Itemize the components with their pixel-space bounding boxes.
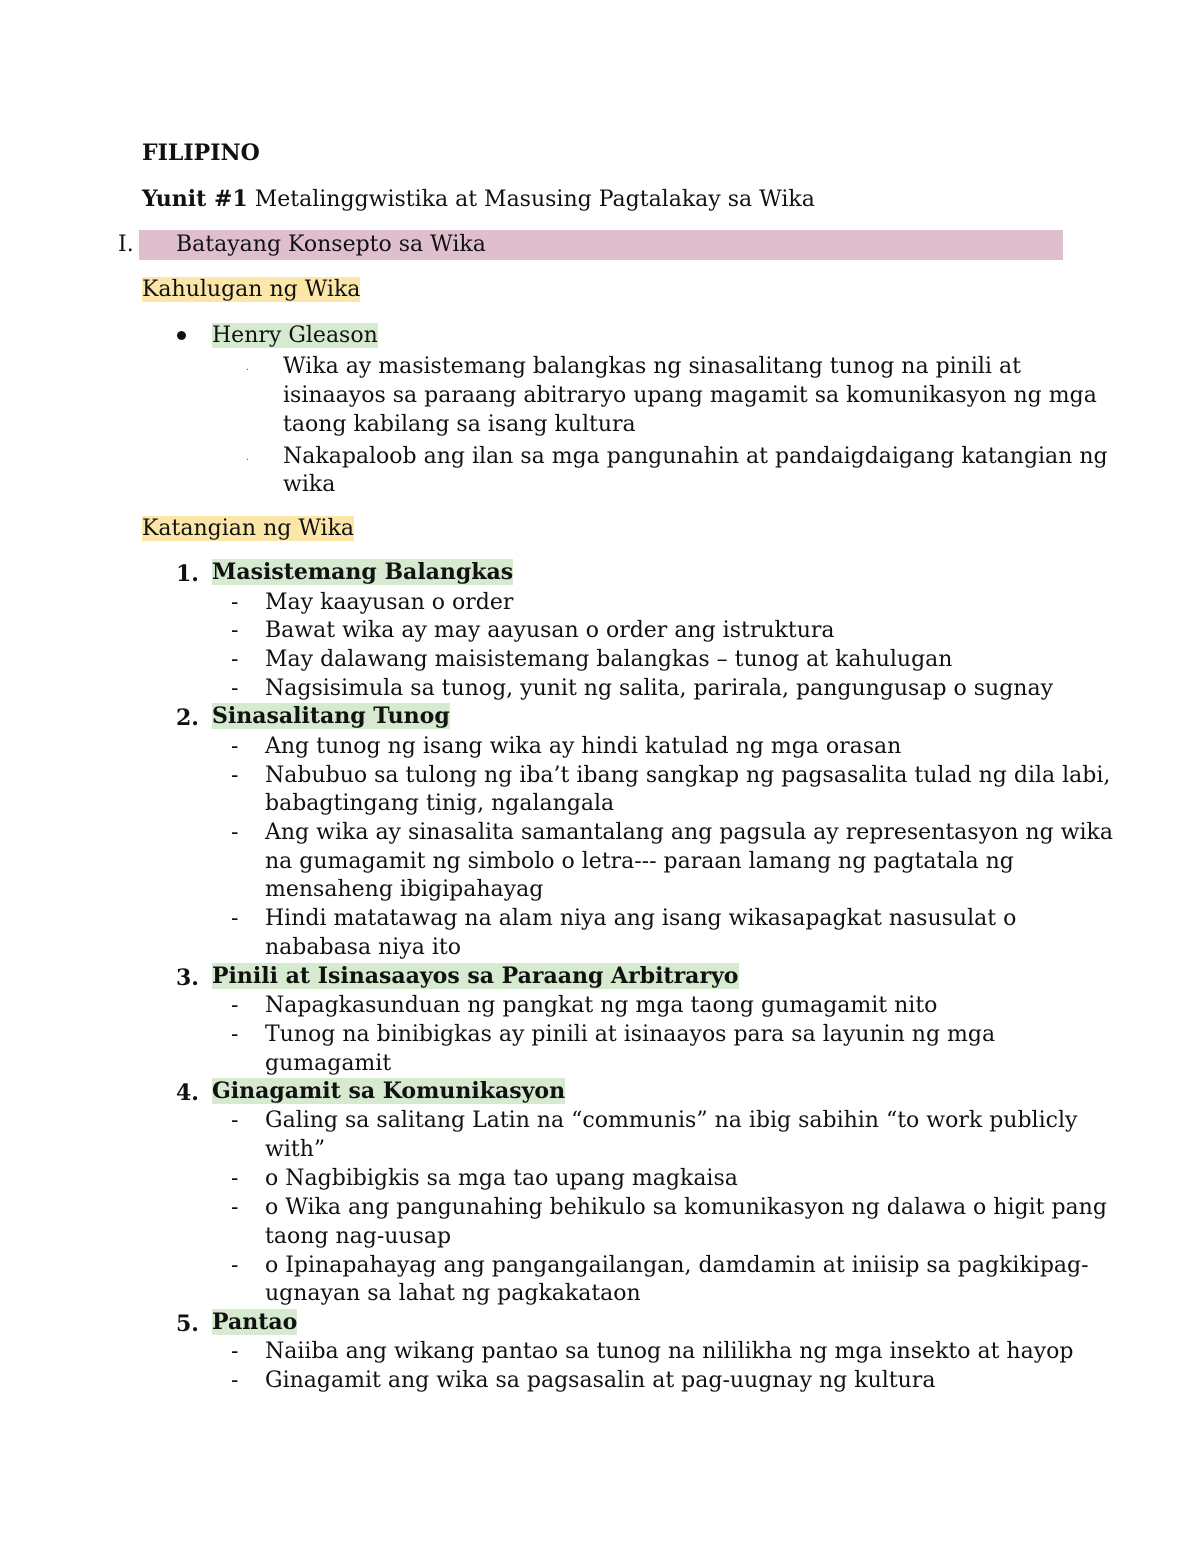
dash-bullet: - — [231, 1022, 239, 1047]
item-line: ugnayan sa lahat ng pagkakataon — [265, 1281, 641, 1306]
dash-bullet: - — [231, 1166, 239, 1191]
item-line: Galing sa salitang Latin na “communis” na ibig sabihin “to work publicly — [265, 1108, 1078, 1133]
dash-bullet: - — [231, 1253, 239, 1278]
item-title-text: Pantao — [212, 1309, 298, 1335]
item-line: gumagamit — [265, 1051, 392, 1076]
item-line: Bawat wika ay may aayusan o order ang istruktura — [265, 618, 835, 643]
sub-bullet-icon: · — [246, 365, 250, 376]
item-line: Napagkasunduan ng pangkat ng mga taong gumagamit nito — [265, 993, 938, 1018]
heading-kahulugan — [142, 275, 360, 304]
item-number: 1. — [176, 561, 199, 587]
item-line: May kaayusan o order — [265, 590, 514, 615]
dash-bullet: - — [231, 1339, 239, 1364]
gleason-point1-line: taong kabilang sa isang kultura — [283, 412, 636, 437]
item-title-text: Sinasalitang Tunog — [212, 703, 450, 729]
dash-bullet: - — [231, 1368, 239, 1393]
item-line: na gumagamit ng simbolo o letra--- paraan lamang ng pagtatala ng — [265, 849, 1014, 874]
item-line: o Ipinapahayag ang pangangailangan, damdamin at iniisip sa pagkikipag- — [265, 1253, 1089, 1278]
item-line: nababasa niya ito — [265, 935, 461, 960]
item-line: Nagsisimula sa tunog, yunit ng salita, parirala, pangungusap o sugnay — [265, 676, 1054, 701]
item-line: taong nag-uusap — [265, 1224, 452, 1249]
gleason-heading — [212, 321, 378, 350]
gleason-name: Henry Gleason — [212, 323, 378, 348]
heading-katangian-text: Katangian ng Wika — [142, 516, 355, 541]
unit-heading — [142, 185, 815, 214]
sub-bullet-icon: · — [246, 455, 250, 466]
item-line: Ang tunog ng isang wika ay hindi katulad ng mga orasan — [265, 734, 902, 759]
heading-katangian — [142, 514, 354, 543]
dash-bullet: - — [231, 1108, 239, 1133]
section-title: Batayang Konsepto sa Wika — [176, 232, 486, 257]
item-title-text: Ginagamit sa Komunikasyon — [212, 1078, 566, 1104]
item-title — [212, 558, 513, 587]
item-line: mensaheng ibigipahayag — [265, 877, 544, 902]
doc-title: FILIPINO — [142, 140, 260, 166]
dash-bullet: - — [231, 676, 239, 701]
item-number: 3. — [176, 965, 199, 991]
item-line: o Nagbibigkis sa mga tao upang magkaisa — [265, 1166, 738, 1191]
item-line: Naiiba ang wikang pantao sa tunog na nililikha ng mga insekto at hayop — [265, 1339, 1074, 1364]
item-line: with” — [265, 1137, 326, 1162]
dash-bullet: - — [231, 618, 239, 643]
item-title — [212, 1308, 297, 1337]
item-line: Nabubuo sa tulong ng iba’t ibang sangkap ng pagsasalita tulad ng dila labi, — [265, 763, 1111, 788]
item-number: 5. — [176, 1311, 199, 1337]
item-number: 4. — [176, 1080, 199, 1106]
item-line: babagtingang tinig, ngalangala — [265, 791, 615, 816]
dash-bullet: - — [231, 906, 239, 931]
item-title — [212, 1077, 565, 1106]
gleason-point1-line: isinaayos sa paraang abitraryo upang magamit sa komunikasyon ng mga — [283, 383, 1097, 408]
dash-bullet: - — [231, 734, 239, 759]
dash-bullet: - — [231, 647, 239, 672]
item-number: 2. — [176, 705, 199, 731]
item-line: Hindi matatawag na alam niya ang isang wikasapagkat nasusulat o — [265, 906, 1017, 931]
dash-bullet: - — [231, 820, 239, 845]
gleason-point1-line: Wika ay masistemang balangkas ng sinasalitang tunog na pinili at — [283, 354, 1021, 379]
gleason-point2-line: wika — [283, 472, 336, 497]
gleason-point2-line: Nakapaloob ang ilan sa mga pangunahin at pandaigdaigang katangian ng — [283, 444, 1108, 469]
item-title-text: Pinili at Isinasaayos sa Paraang Arbitraryo — [212, 963, 739, 989]
dash-bullet: - — [231, 993, 239, 1018]
item-line: May dalawang maisistemang balangkas – tunog at kahulugan — [265, 647, 953, 672]
item-line: Ang wika ay sinasalita samantalang ang pagsula ay representasyon ng wika — [265, 820, 1113, 845]
item-title — [212, 702, 450, 731]
item-title-text: Masistemang Balangkas — [212, 559, 514, 585]
item-line: Tunog na binibigkas ay pinili at isinaayos para sa layunin ng mga — [265, 1022, 996, 1047]
unit-label: Yunit #1 — [142, 186, 248, 212]
dash-bullet: - — [231, 763, 239, 788]
item-line: o Wika ang pangunahing behikulo sa komunikasyon ng dalawa o higit pang — [265, 1195, 1107, 1220]
unit-title: Metalinggwistika at Masusing Pagtalakay sa Wika — [254, 187, 815, 212]
section-numeral: I. — [118, 232, 134, 257]
item-line: Ginagamit ang wika sa pagsasalin at pag-uugnay ng kultura — [265, 1368, 936, 1393]
dash-bullet: - — [231, 1195, 239, 1220]
item-title — [212, 962, 739, 991]
bullet-dot-icon — [177, 331, 186, 340]
heading-kahulugan-text: Kahulugan ng Wika — [142, 277, 361, 302]
dash-bullet: - — [231, 590, 239, 615]
